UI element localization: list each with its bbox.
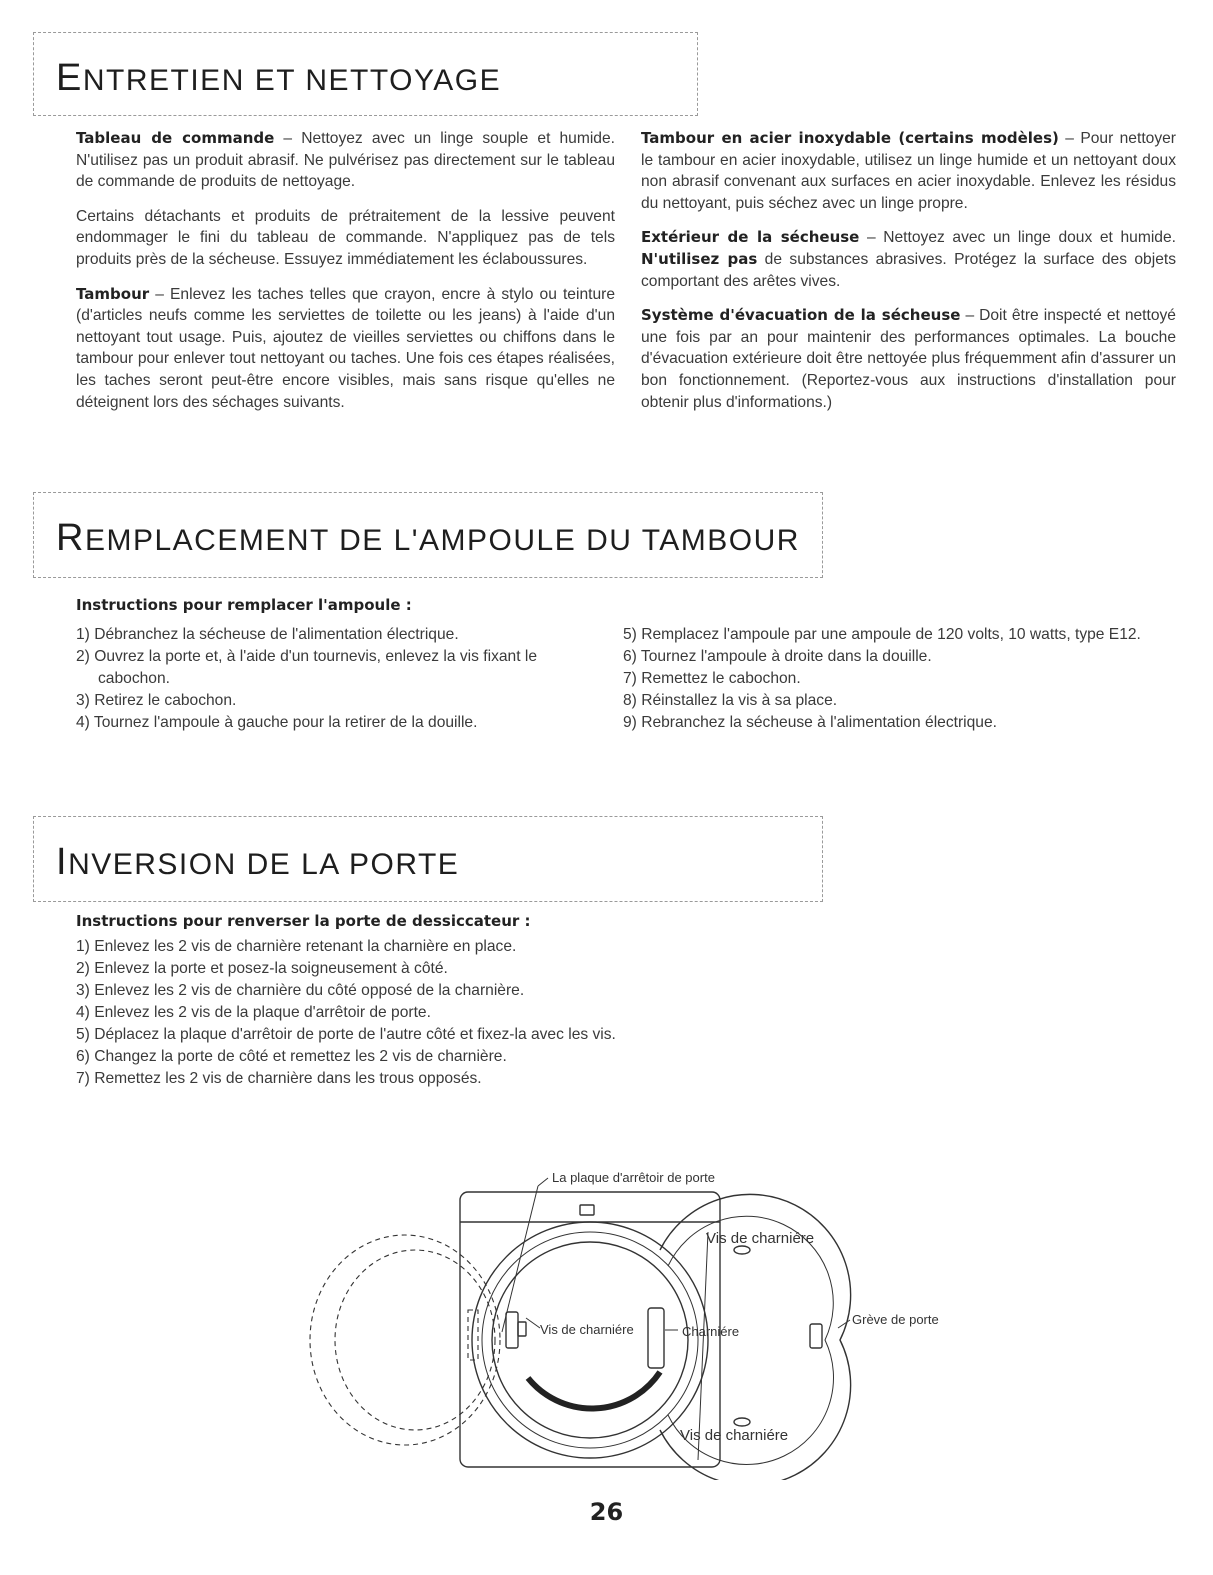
list-item: 3) Retirez le cabochon. (76, 692, 237, 709)
list-item: 1) Enlevez les 2 vis de charnière retenant la charnière en place. (76, 938, 517, 955)
section-title (56, 57, 501, 100)
text-exterior: – Nettoyez avec un linge doux et humide. (859, 229, 1176, 247)
bulb-steps-right (623, 624, 1158, 734)
text-stainless-drum: – Pour nettoyer le tambour en acier inoxydable, utilisez un linge humide et un nettoyant doux non abrasif convenant aux surfaces en acier inoxydable. Enlevez les résidus du nettoyant, puis séchez avec un linge propre. (641, 130, 1176, 212)
lead-do-not-use: N'utilisez pas (641, 249, 758, 268)
section-header-ampoule (33, 492, 823, 578)
label-vis-bottom: Vis de charniére (680, 1427, 789, 1444)
title-initial: R (56, 517, 85, 559)
maintenance-right-column (641, 128, 1176, 426)
lead-exterior: Extérieur de la sécheuse (641, 228, 860, 247)
paragraph-stain-removers (76, 206, 615, 271)
section-header-entretien (33, 32, 698, 116)
list-item: 2) Enlevez la porte et posez-la soigneusement à côté. (76, 960, 448, 977)
title-rest: NVERSION DE LA PORTE (68, 848, 460, 881)
title-rest: EMPLACEMENT DE L'AMPOULE DU TAMBOUR (84, 524, 800, 557)
list-item: 6) Changez la porte de côté et remettez les 2 vis de charnière. (76, 1048, 507, 1065)
paragraph-stainless-drum (641, 128, 1176, 214)
label-greve: Grève de porte (852, 1312, 939, 1327)
list-item: 5) Déplacez la plaque d'arrêtoir de porte de l'autre côté et fixez-la avec les vis. (76, 1026, 616, 1043)
list-item: 2) Ouvrez la porte et, à l'aide d'un tournevis, enlevez la vis fixant le cabochon. (76, 648, 538, 687)
title-initial: I (56, 841, 69, 883)
lead-stainless-drum: Tambour en acier inoxydable (certains modèles) (641, 129, 1059, 147)
hinge-bracket (648, 1308, 664, 1368)
label-vis-top: Vis de charniére (706, 1230, 815, 1247)
label-vis-left: Vis de charniére (540, 1322, 634, 1337)
title-initial: E (56, 57, 83, 99)
paragraph-control-panel (76, 128, 615, 193)
bulb-steps-left (76, 624, 576, 734)
text-drum: – Enlevez les taches telles que crayon, encre à stylo ou teinture (d'articles neufs comme les serviettes de toilette ou les jeans) à l'aide d'un nettoyant tout usage. Puis, ajoutez de vieilles serviettes ou chiffons dans le tambour pour enlever tout nettoyant ou taches. Une fois ces étapes réalisées, les taches seront peut-être encore visibles, mais sans risque qu'elles ne déteignent lors des séchages suivants. (76, 285, 615, 411)
page-number: 26 (589, 1498, 624, 1526)
maintenance-left-column (76, 128, 615, 426)
paragraph-exterior (641, 227, 1176, 292)
door-instructions-heading: Instructions pour renverser la porte de dessiccateur : (76, 912, 531, 930)
text-exhaust: – Doit être inspecté et nettoyé une fois par an pour maintenir des performances optimales. La bouche d'évacuation extérieure doit être nettoyée plus fréquemment afin d'assurer un bon fonctionnement. (Reportez-vous aux instructions d'installation pour obtenir plus d'informations.) (641, 307, 1176, 411)
list-item: 9) Rebranchez la sécheuse à l'alimentation électrique. (623, 714, 997, 731)
bulb-instructions-heading: Instructions pour remplacer l'ampoule : (76, 596, 412, 614)
list-item: 7) Remettez les 2 vis de charnière dans les trous opposés. (76, 1070, 482, 1087)
door-steps (76, 936, 976, 1090)
list-item: 5) Remplacez l'ampoule par une ampoule de 120 volts, 10 watts, type E12. (623, 626, 1141, 643)
text-control-panel: – Nettoyez avec un linge souple et humide. N'utilisez pas un produit abrasif. Ne pulvérisez pas directement sur le tableau de commande de produits de nettoyage. (76, 130, 615, 191)
section-title (56, 517, 800, 560)
list-item: 3) Enlevez les 2 vis de charnière du côté opposé de la charnière. (76, 982, 525, 999)
list-item: 1) Débranchez la sécheuse de l'alimentation électrique. (76, 626, 459, 643)
lead-drum: Tambour (76, 284, 150, 303)
list-item: 7) Remettez le cabochon. (623, 670, 801, 687)
door-reversal-diagram (290, 1160, 990, 1480)
text-exterior-2: de substances abrasives. Protégez la surface des objets comportant des arêtes vives. (641, 250, 1177, 290)
title-rest: NTRETIEN ET NETTOYAGE (82, 64, 502, 97)
label-plaque: La plaque d'arrêtoir de porte (552, 1170, 715, 1185)
label-charniere: Charniére (682, 1324, 740, 1339)
list-item: 8) Réinstallez la vis à sa place. (623, 692, 838, 709)
paragraph-drum (76, 284, 615, 414)
list-item: 4) Enlevez les 2 vis de la plaque d'arrêtoir de porte. (76, 1004, 431, 1021)
list-item: 4) Tournez l'ampoule à gauche pour la retirer de la douille. (76, 714, 478, 731)
list-item: 6) Tournez l'ampoule à droite dans la douille. (623, 648, 932, 665)
text-stain-removers: Certains détachants et produits de prétraitement de la lessive peuvent endommager le fini du tableau de commande. N'appliquez pas de tels produits près de la sécheuse. Essuyez immédiatement les éclaboussures. (76, 207, 615, 268)
lead-exhaust: Système d'évacuation de la sécheuse (641, 306, 961, 325)
paragraph-exhaust (641, 305, 1176, 413)
section-header-porte (33, 816, 823, 902)
section-title (56, 841, 459, 884)
lead-control-panel: Tableau de commande (76, 129, 275, 147)
